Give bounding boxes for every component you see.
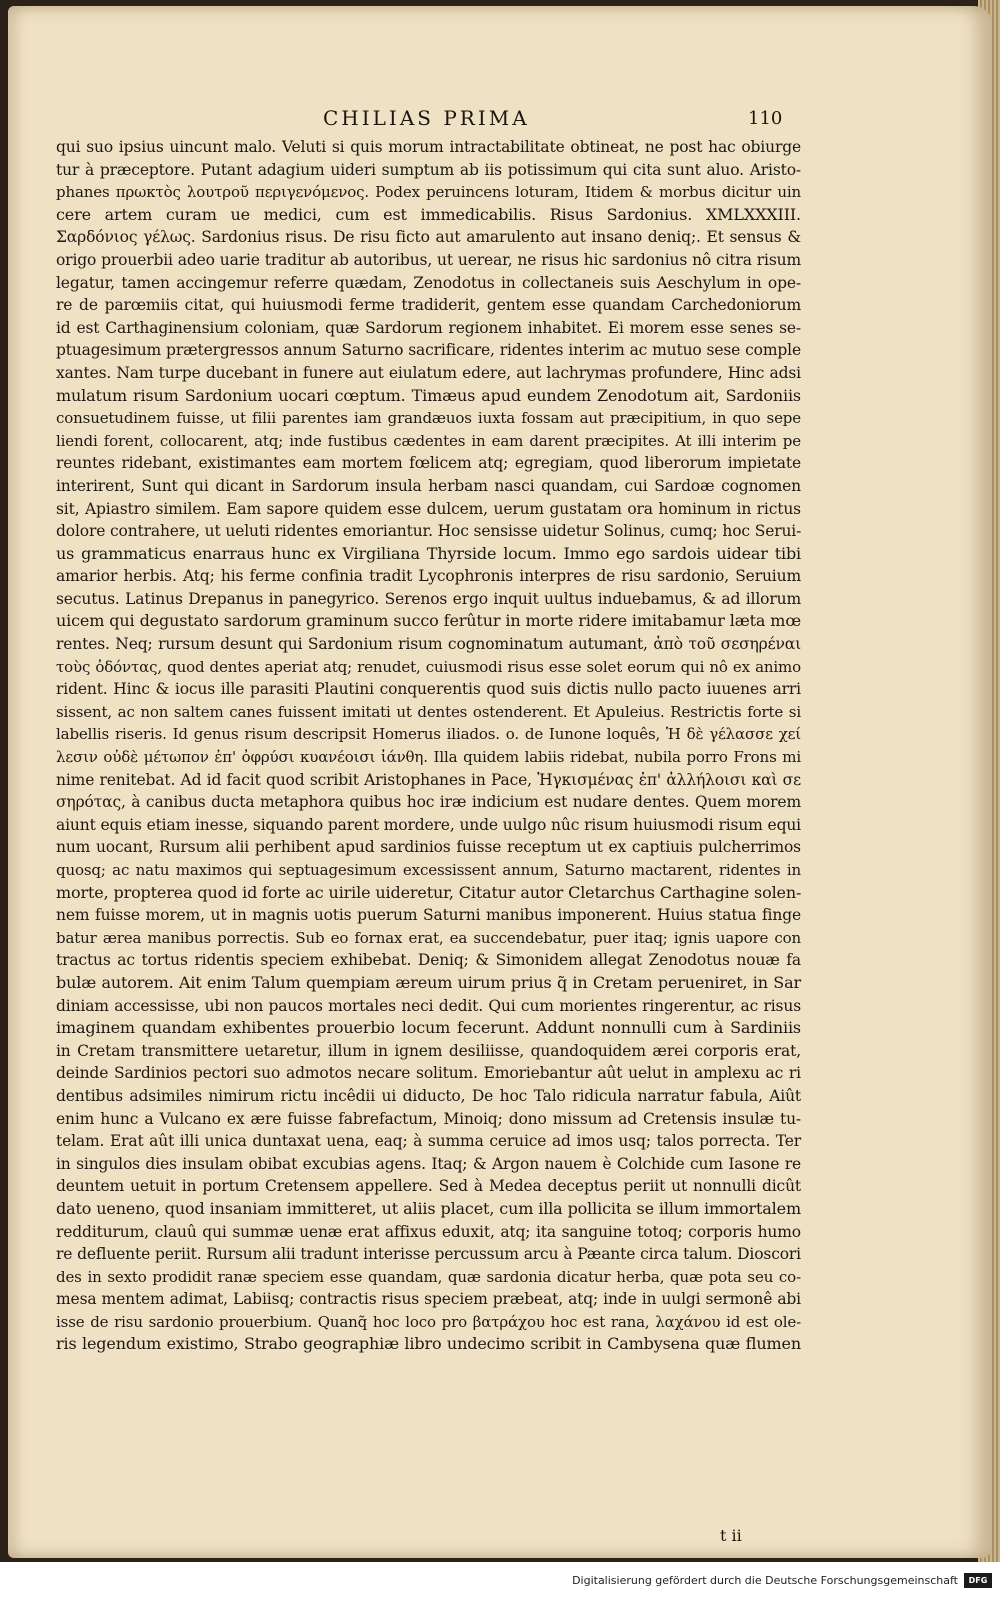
text-line: aiunt equis etiam inesse, siquando parent mordere, unde uulgo nûc risum huiusmodi risum equi (56, 815, 801, 834)
text-line: labellis riseris. Id genus risum descripsit Homerus iliados. o. de Iunone loquês, Ἡ δὲ γέλασσε χεί (56, 725, 801, 744)
text-line: in Cretam transmittere uetaretur, illum in ignem desiliisse, quandoquidem ærei corporis erat, (56, 1041, 801, 1060)
text-line: in singulos dies insulam obibat excubias agens. Itaq; & Argon nauem è Colchide cum Iasone re (56, 1154, 801, 1173)
text-line: num uocant, Rursum alii perhibent apud sardinios fuisse receptum ut ex captiuis pulcherrimos (56, 838, 801, 857)
text-line: amarior herbis. Atq; his ferme confinia tradit Lycophronis interpres de risu sardonio, Seruium (56, 567, 801, 586)
page-header (8, 106, 1000, 134)
text-line: cere artem curam ue medici, cum est immedicabilis. Risus Sardonius. XMLXXXIII. (56, 204, 801, 224)
text-line: bulæ autorem. Ait enim Talum quempiam æreum uirum prius q̃ in Cretam perueniret, in Sar (56, 972, 801, 992)
text-line: nime renitebat. Ad id facit quod scribit Aristophanes in Pace, Ἡγκισμένας ἐπ' ἀλλήλοισι καὶ σε (56, 770, 801, 789)
page-number: 110 (748, 108, 783, 129)
text-line: telam. Erat aût illi unica duntaxat uena, eaq; à summa ceruice ad imos usq; talos porrecta. Ter (56, 1132, 801, 1151)
text-line: rentes. Neq; rursum desunt qui Sardonium risum cognominatum autumant, ἀπὸ τοῦ σεσηρέναι (56, 635, 801, 654)
text-line: enim hunc a Vulcano ex ære fuisse fabrefactum, Minoiq; dono missum ad Cretensis insulæ tu- (56, 1109, 801, 1128)
text-line: deinde Sardinios pectori suo admotos necare solitum. Emoriebantur aût uelut in amplexu ac ri (56, 1064, 801, 1083)
text-line: consuetudinem fuisse, ut filii parentes iam grandæuos iuxta fossam aut præcipitium, in quo sepe (56, 409, 801, 428)
text-line: dato ueneno, quod insaniam immitteret, ut aliis placet, cum illa pollicita se illum immortalem (56, 1198, 801, 1218)
text-line: σηρότας, à canibus ducta metaphora quibus hoc iræ indicium est nudare dentes. Quem morem (56, 793, 801, 812)
dfg-logo: DFG (964, 1573, 992, 1588)
text-line: xantes. Nam turpe ducebant in funere aut eiulatum edere, aut lachrymas profundere, Hinc adsi (56, 363, 801, 382)
text-line: us grammaticus enarraus hunc ex Virgiliana Thyrside locum. Immo ego sardois uidear tibi (56, 543, 801, 563)
text-line: re de parœmiis citat, qui huiusmodi ferme tradiderit, gentem esse quandam Carchedoniorum (56, 296, 801, 315)
text-line: interirent, Sunt qui dicant in Sardorum insula herbam nasci quandam, cui Sardoæ cognomen (56, 476, 801, 495)
text-line: ris legendum existimo, Strabo geographiæ libro undecimo scribit in Cambysena quæ flumen (56, 1334, 801, 1354)
text-line: reuntes ridebant, existimantes eam mortem fœlicem atq; egregiam, quod liberorum impietate (56, 454, 801, 473)
text-line: ptuagesimum prætergressos annum Saturno sacrificare, ridentes interim ac mutuo sese comple (56, 341, 801, 360)
text-line: batur ærea manibus porrectis. Sub eo fornax erat, ea succendebatur, puer itaq; ignis uapore con (56, 928, 801, 947)
text-line: liendi forent, collocarent, atq; inde fustibus cædentes in eam darent præcipites. At illi interim pe (56, 431, 801, 450)
text-line: τοὺς ὀδόντας, quod dentes aperiat atq; renudet, cuiusmodi risus esse solet eorum qui nô ex animo (56, 657, 801, 676)
text-line: tur à præceptore. Putant adagium uideri sumptum ab iis potissimum qui cita sunt aluo. Aristo- (56, 160, 801, 179)
text-line: des in sexto prodidit ranæ speciem esse quandam, quæ sardonia dicatur herba, quæ pota seu co- (56, 1267, 801, 1286)
text-line: sissent, ac non saltem canes fuissent imitati ut dentes ostenderent. Et Apuleius. Restrictis forte si (56, 702, 801, 721)
signature-mark: t ii (720, 1526, 742, 1545)
text-line: legatur, tamen accingemur referre quædam, Zenodotus in collectaneis suis Aeschylum in ope- (56, 273, 801, 292)
text-line: redditurum, clauû qui summæ uenæ erat affixus eduxit, atq; ita sanguine totoq; corporis humo (56, 1222, 801, 1241)
text-line: diniam accessisse, ubi non paucos mortales neci dedit. Qui cum morientes ringerentur, ac risus (56, 996, 801, 1015)
text-line: qui suo ipsius uincunt malo. Veluti si quis morum intractabilitate obtineat, ne post hac obiurge (56, 138, 801, 156)
text-line: uicem qui degustato sardorum graminum succo ferûtur in morte ridere imitabamur læta mœ (56, 611, 801, 631)
text-line: mulatum risum Sardonium uocari cœptum. Timæus apud eundem Zenodotum ait, Sardoniis (56, 385, 801, 405)
text-line: quosq; ac natu maximos qui septuagesimum excessissent annum, Saturno mactarent, ridentes in (56, 861, 801, 879)
text-line: λεσιν οὐδὲ μέτωπον ἐπ' ὀφρύσι κυανέοισι ἰάνθη. Illa quidem labiis ridebat, nubila porro Frons mi (56, 748, 801, 767)
digitization-credit: Digitalisierung gefördert durch die Deutsche Forschungsgemeinschaft (572, 1574, 958, 1587)
text-line: tractus ac tortus ridentis speciem exhibebat. Deniq; & Simonidem allegat Zenodotus nouæ fa (56, 951, 801, 970)
page-paper (8, 6, 992, 1558)
text-line: phanes πρωκτὸς λουτροῦ περιγενόμενος. Podex peruincens loturam, Itidem & morbus dicitur uin (56, 183, 801, 202)
text-line: re defluente periit. Rursum alii tradunt interisse percussum arcu à Pæante circa talum. Dioscori (56, 1245, 801, 1264)
text-line: id est Carthaginensium coloniam, quæ Sardorum regionem inhabitet. Ei morem esse senes se- (56, 318, 801, 337)
text-line: imaginem quandam exhibentes prouerbio locum fecerunt. Addunt nonnulli cum à Sardiniis (56, 1018, 801, 1038)
text-line: isse de risu sardonio prouerbium. Quanq̃ hoc loco pro βατράχου hoc est rana, λαχάνου id est ole- (56, 1312, 801, 1331)
text-line: Σαρδόνιος γέλως. Sardonius risus. De risu ficto aut amarulento aut insano deniq;. Et sensus & (56, 228, 801, 247)
text-line: rident. Hinc & iocus ille parasiti Plautini conquerentis quod suis dictis nullo pacto iuuenes arri (56, 680, 801, 699)
text-line: origo prouerbii adeo uarie traditur ab autoribus, ut uerear, ne risus hic sardonius nô citra risum (56, 250, 801, 269)
text-line: dolore contrahere, ut ueluti ridentes emoriantur. Hoc sensisse uidetur Solinus, cumq; hoc Serui- (56, 522, 802, 541)
body-text (56, 136, 801, 1356)
text-line: sit, Apiastro similem. Eam sapore quidem esse dulcem, uerum gustatam ora hominum in rictus (56, 499, 801, 518)
text-line: mesa mentem adimat, Labiisq; contractis risus speciem præbeat, atq; inde in uulgi sermonê abi (56, 1290, 801, 1309)
text-line: secutus. Latinus Drepanus in panegyrico. Serenos ergo inquit uultus induebamus, & ad illorum (56, 589, 801, 608)
text-line: nem fuisse morem, ut in magnis uotis puerum Saturni manibus imponerent. Huius statua finge (56, 906, 801, 925)
text-line: deuntem uetuit in portum Cretensem appellere. Sed à Medea deceptus periit ut nonnulli dicût (56, 1177, 801, 1196)
running-head: CHILIAS PRIMA (323, 106, 530, 130)
text-line: morte, propterea quod id forte ac uirile uideretur, Citatur autor Cletarchus Carthagine solen- (56, 882, 802, 902)
text-line: dentibus adsimiles nimirum rictu incêdii ui diducto, De hoc Talo ridicula narratur fabula, Aiût (56, 1086, 801, 1105)
